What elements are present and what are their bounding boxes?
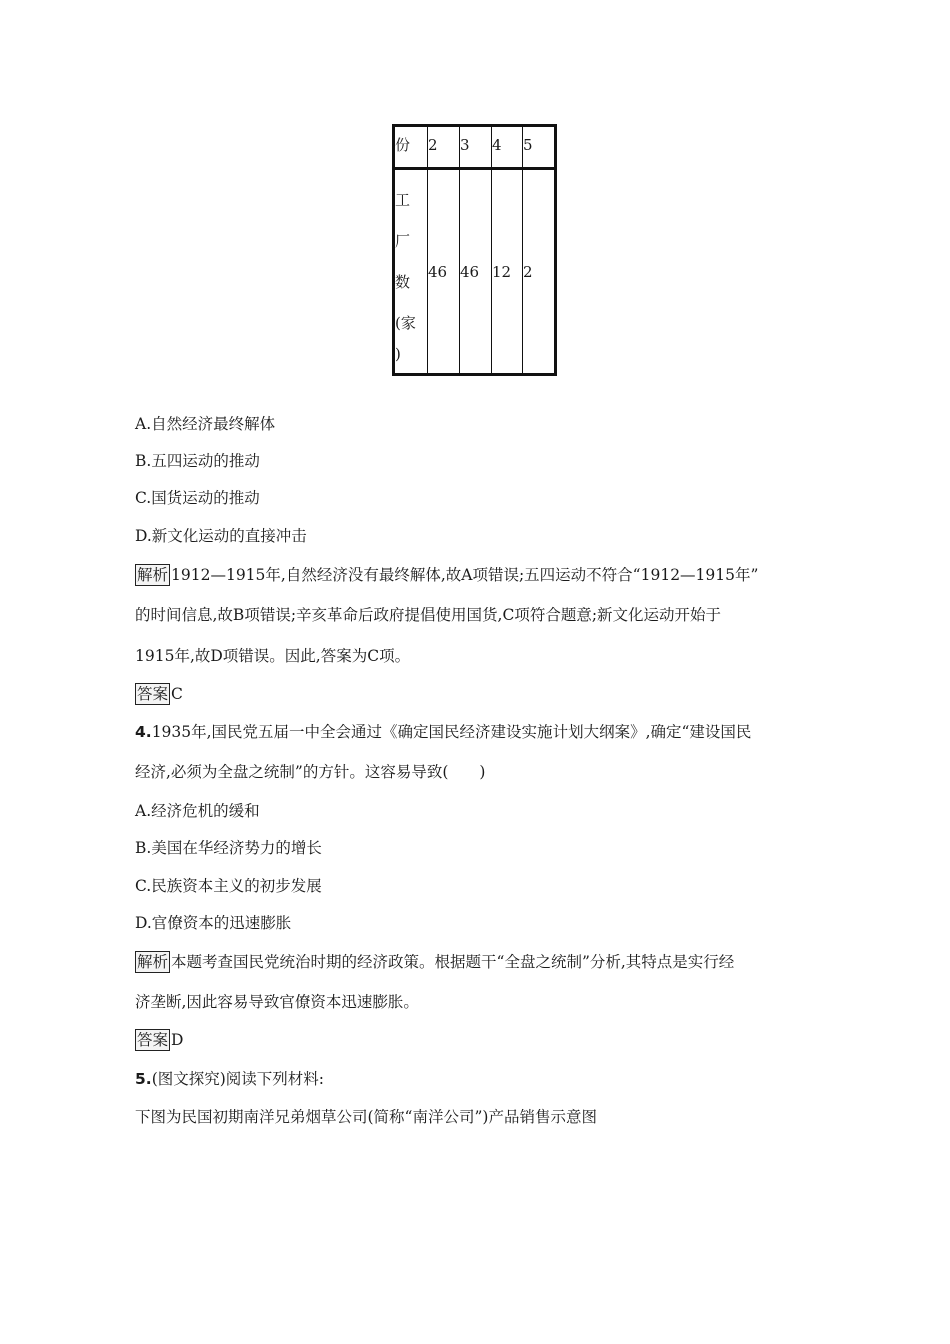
table-cell: 46 [460, 169, 492, 375]
q4-analysis-line: 济垄断,因此容易导致官僚资本迅速膨胀。 [135, 993, 419, 1011]
table-header-cell: 3 [460, 126, 492, 169]
table-cell: 12 [492, 169, 523, 375]
q3-option-d: D.新文化运动的直接冲击 [135, 527, 307, 545]
q4-stem-line: 经济,必须为全盘之统制”的方针。这容易导致( ) [135, 763, 486, 781]
table-data-row [394, 169, 556, 375]
analysis-tag: 解析 [137, 953, 169, 971]
row-label-char: 厂 [395, 231, 411, 250]
q4-analysis-line: 解析 本题考查国民党统治时期的经济政策。根据题干“全盘之统制”分析,其特点是实行经 [137, 953, 735, 971]
table-row-label [394, 169, 428, 375]
q4-answer: 答案 D [137, 1031, 184, 1049]
question-number: 5. [135, 1070, 152, 1088]
table-header-cell: 5 [523, 126, 556, 169]
q4-stem-line: 4.1935年,国民党五届一中全会通过《确定国民经济建设实施计划大纲案》,确定“建设国民 [135, 723, 752, 741]
row-label-char: (家 [395, 313, 416, 332]
table-header-cell: 2 [428, 126, 460, 169]
q3-answer: 答案 C [137, 685, 183, 703]
table-header-cell: 4 [492, 126, 523, 169]
q3-analysis-line: 1915年,故D项错误。因此,答案为C项。 [135, 647, 411, 665]
q4-option-b: B.美国在华经济势力的增长 [135, 839, 322, 857]
q4-option-d: D.官僚资本的迅速膨胀 [135, 914, 292, 932]
row-label-char: 工 [395, 190, 411, 209]
q5-material-line: 下图为民国初期南洋兄弟烟草公司(简称“南洋公司”)产品销售示意图 [135, 1108, 597, 1126]
q3-option-b: B.五四运动的推动 [135, 452, 260, 470]
q4-option-a: A.经济危机的缓和 [135, 802, 260, 820]
q3-analysis-line: 的时间信息,故B项错误;辛亥革命后政府提倡使用国货,C项符合题意;新文化运动开始于 [135, 606, 722, 624]
q3-option-c: C.国货运动的推动 [135, 489, 260, 507]
row-label-char: ) [395, 344, 401, 363]
table-header-row [394, 126, 556, 169]
row-label-char: 数 [395, 272, 411, 291]
q3-option-a: A.自然经济最终解体 [135, 415, 276, 433]
q5-stem-line: 5.(图文探究)阅读下列材料: [135, 1070, 325, 1088]
analysis-tag: 解析 [137, 566, 169, 584]
question-number: 4. [135, 723, 152, 741]
q4-option-c: C.民族资本主义的初步发展 [135, 877, 322, 895]
table-cell: 46 [428, 169, 460, 375]
factory-count-table [392, 124, 557, 376]
table-header-cell: 份 [394, 126, 428, 169]
table-cell: 2 [523, 169, 556, 375]
answer-tag: 答案 [137, 1031, 169, 1049]
q3-analysis-line: 解析 1912—1915年,自然经济没有最终解体,故A项错误;五四运动不符合“1912—1915年” [137, 566, 759, 584]
answer-tag: 答案 [137, 685, 169, 703]
